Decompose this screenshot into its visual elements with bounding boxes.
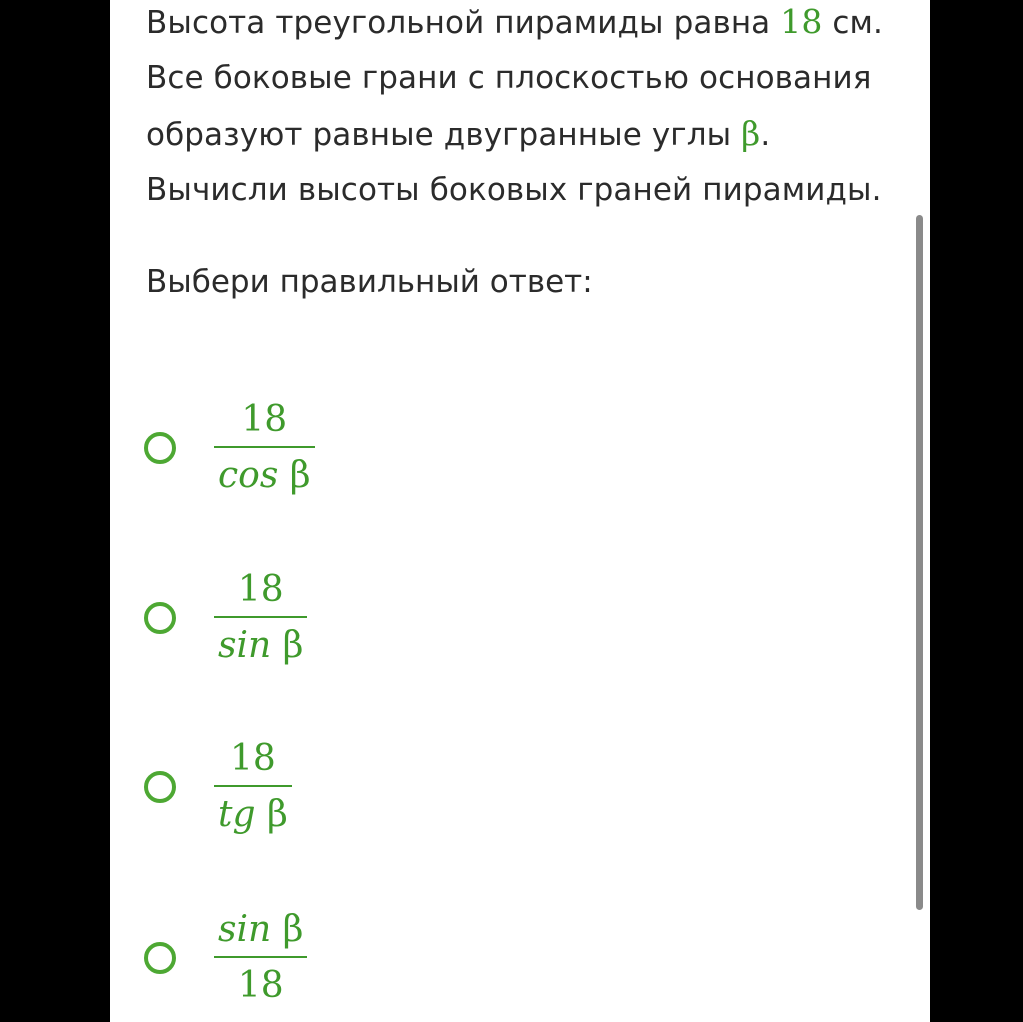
answer-option-2[interactable] [144,558,544,678]
angle-symbol: β [741,114,761,153]
numerator: 18 [237,569,284,610]
problem-line-4: Вычисли высоты боковых граней пирамиды. [146,172,882,208]
denominator: tg β [218,794,288,835]
fraction-bar [214,616,307,618]
numerator: 18 [229,738,276,779]
radio-button[interactable] [144,942,176,974]
quiz-page [110,0,930,1022]
fraction-bar [214,785,292,787]
denominator: 18 [237,965,284,1006]
denominator: cos β [218,455,311,496]
height-value: 18 [780,2,823,41]
fraction-bar [214,446,315,448]
radio-button[interactable] [144,602,176,634]
radio-button[interactable] [144,771,176,803]
problem-line-2: Все боковые грани с плоскостью основания [146,60,872,96]
answer-prompt: Выбери правильный ответ: [146,264,593,300]
answer-option-1[interactable] [144,388,544,508]
radio-button[interactable] [144,432,176,464]
numerator: sin β [218,909,304,950]
fraction [214,908,307,1008]
denominator: sin β [218,625,304,666]
answer-option-3[interactable] [144,727,544,847]
fraction [214,568,307,668]
scrollbar[interactable] [916,215,923,910]
problem-line-1: Высота треугольной пирамиды равна 18 см. [146,2,883,41]
fraction-bar [214,956,307,958]
problem-statement [146,0,906,218]
fraction [214,398,315,498]
numerator: 18 [241,399,288,440]
fraction [214,737,292,837]
answer-option-4[interactable] [144,898,544,1018]
problem-line-3: образуют равные двугранные углы β. [146,114,771,153]
